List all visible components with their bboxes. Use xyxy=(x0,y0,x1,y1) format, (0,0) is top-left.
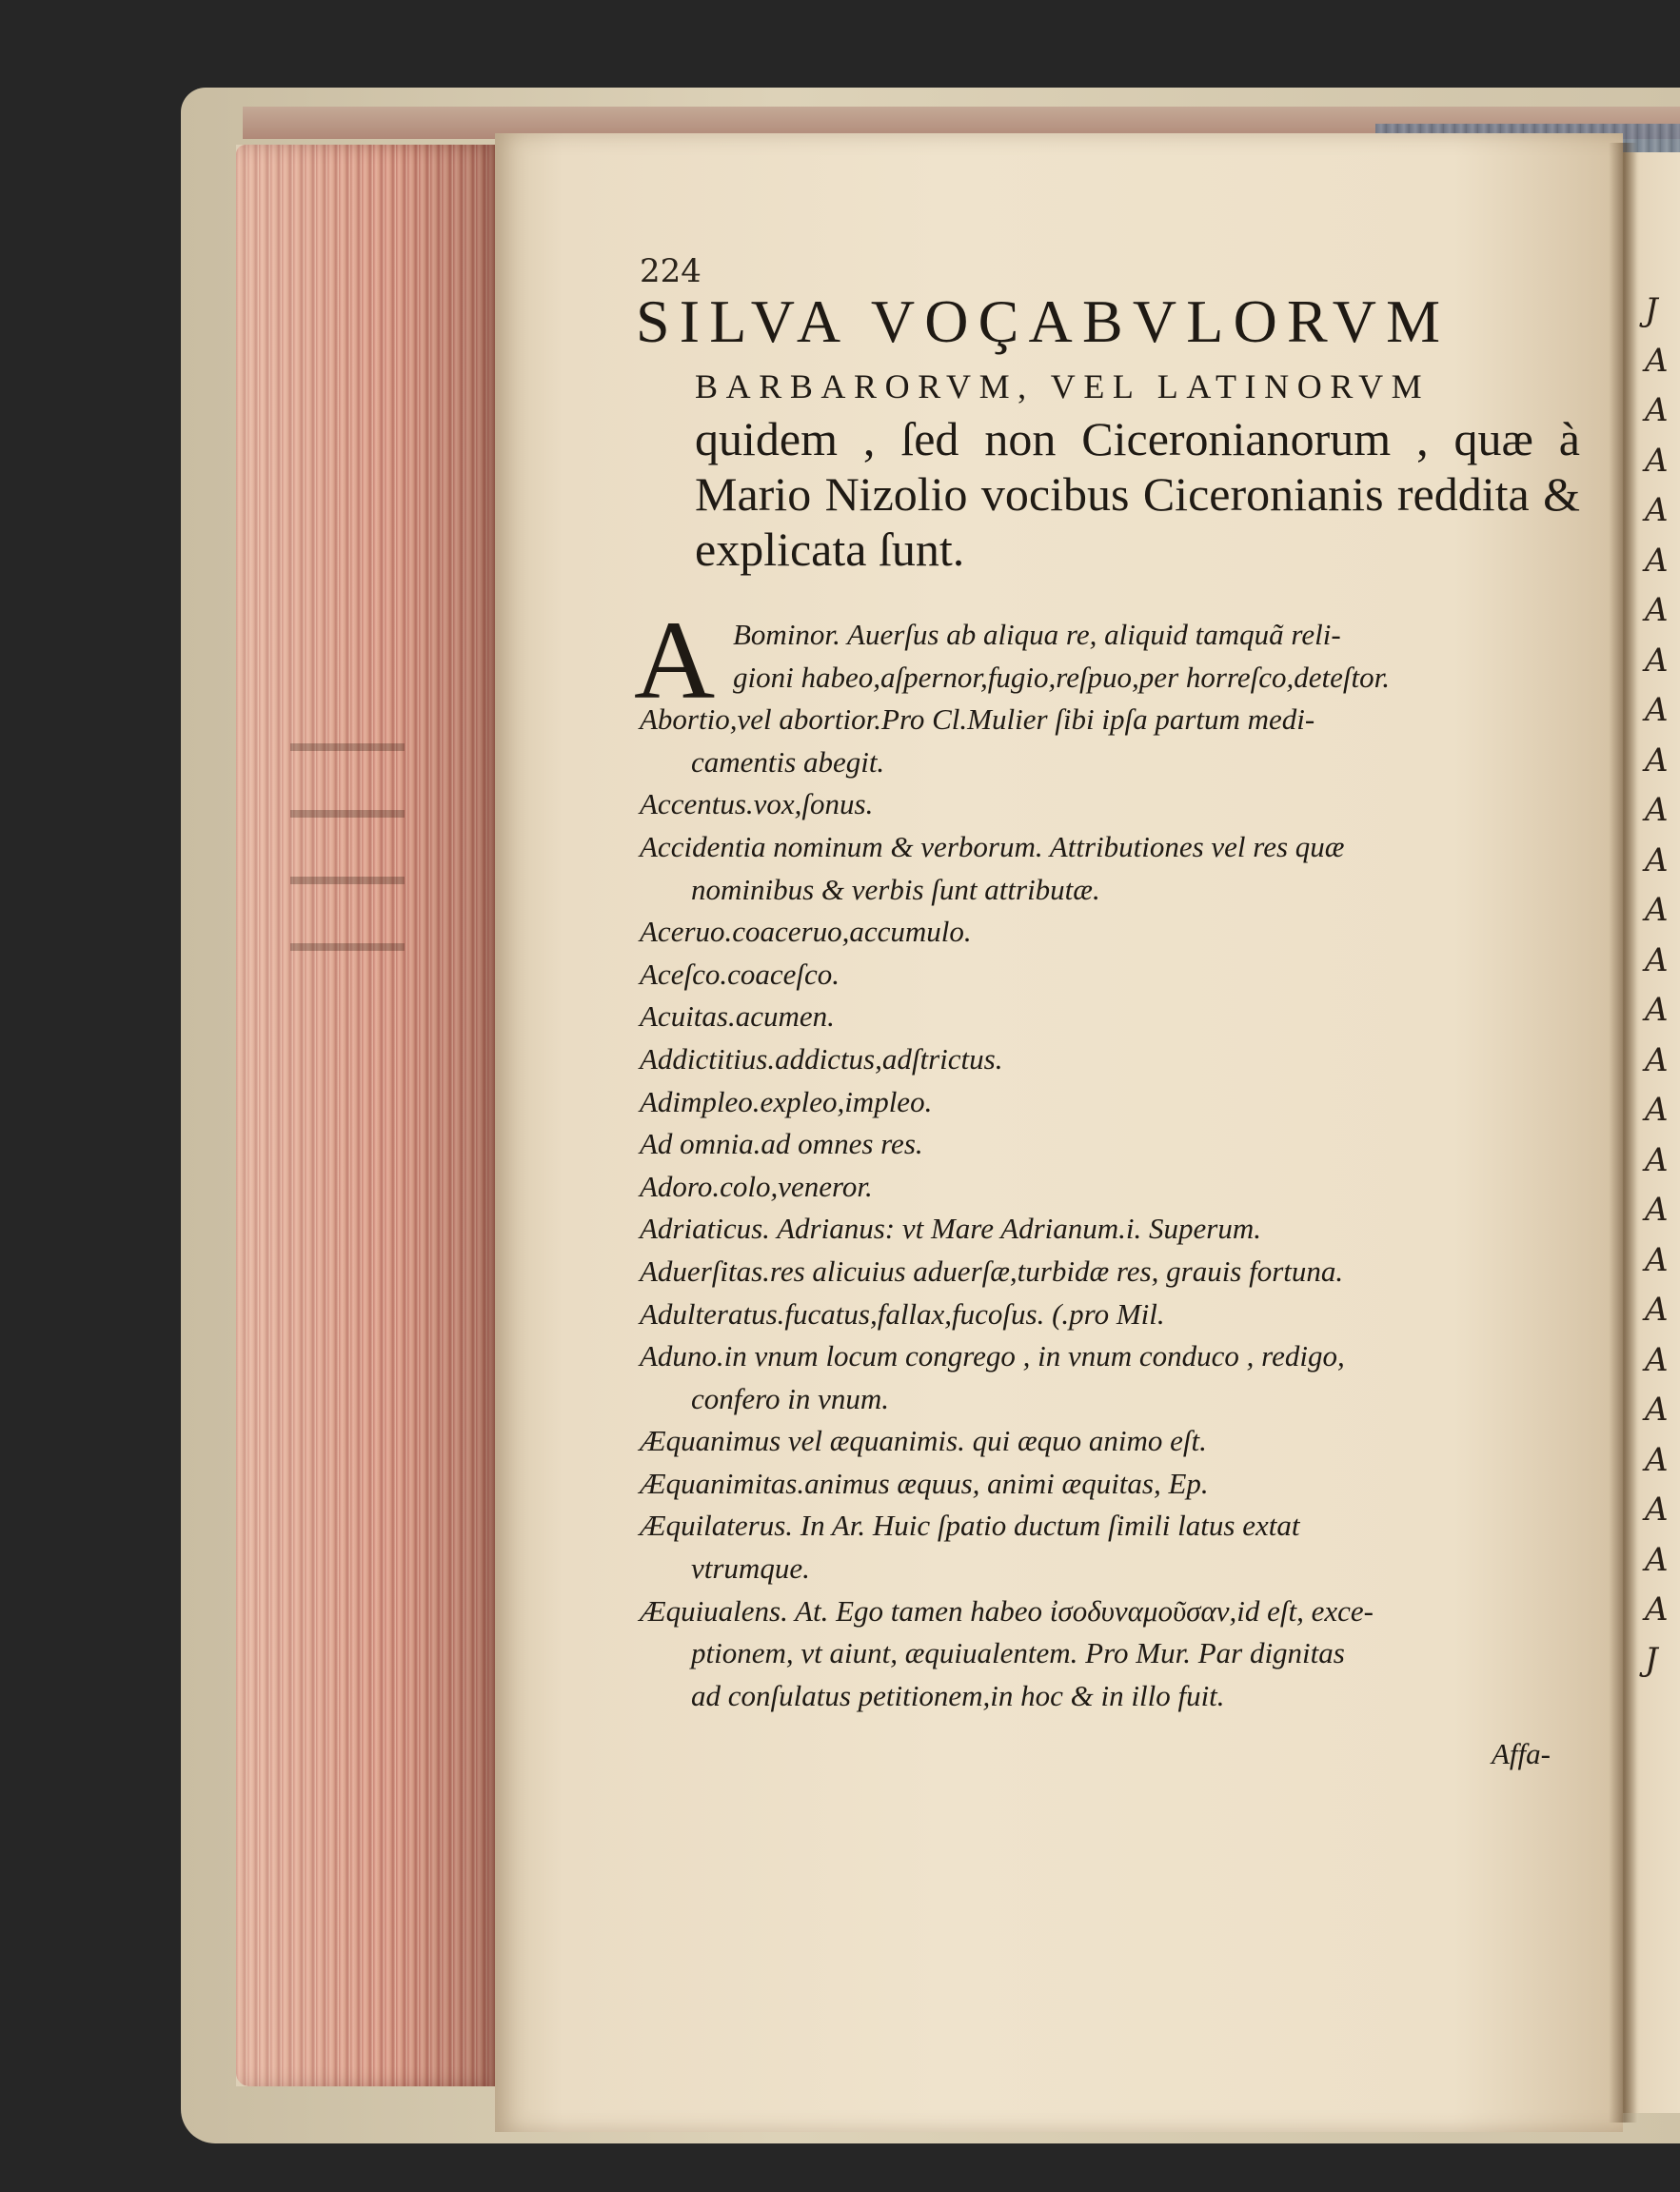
right-page-margin-glyphs xyxy=(1645,286,1680,1761)
right-page-glyph: A xyxy=(1645,991,1669,1029)
right-page-glyph: A xyxy=(1645,1590,1669,1629)
right-page-glyph: A xyxy=(1645,1240,1669,1279)
title-body-line: explicata ſunt. xyxy=(695,523,965,576)
right-page-glyph: A xyxy=(1645,1040,1669,1079)
right-page-glyph: A xyxy=(1645,541,1669,580)
entry-line: gioni habeo,aſpernor,fugio,reſpuo,per horreſco,deteſtor. xyxy=(733,660,1390,694)
right-page-glyph: A xyxy=(1645,1140,1669,1179)
right-page-glyph: A xyxy=(1645,1391,1669,1429)
catchword: Affa- xyxy=(1492,1737,1551,1770)
entry-line: Adimpleo.expleo,impleo. xyxy=(640,1084,933,1118)
gutter-shadow xyxy=(1609,143,1637,2123)
entry-line: Æquanimus vel æquanimis. qui æquo animo eſt. xyxy=(640,1424,1207,1458)
entry-line: Æquanimitas.animus æquus, animi æquitas, Ep. xyxy=(640,1466,1209,1500)
vocabulary-entries xyxy=(634,598,1582,1717)
entry-line: Acuitas.acumen. xyxy=(640,999,835,1034)
right-page-glyph: A xyxy=(1645,891,1669,929)
entry-line: Aceſco.coaceſco. xyxy=(640,957,840,991)
entry-line: ad conſulatus petitionem,in hoc & in illo fuit. xyxy=(691,1678,1225,1712)
entry-line: Ad omnia.ad omnes res. xyxy=(640,1127,923,1161)
entry-line: Accidentia nominum & verborum. Attributiones vel res quæ xyxy=(640,829,1345,863)
right-page-glyph: A xyxy=(1645,341,1669,380)
entry-line: Æquiualens. At. Ego tamen habeo ἰσοδυναμοῦσαν,id eſt, exce- xyxy=(640,1593,1374,1628)
right-page-glyph: A xyxy=(1645,1291,1669,1329)
title-line-1: SILVA VOÇABVLORVM xyxy=(636,287,1451,355)
entry-line: Adriaticus. Adrianus: vt Mare Adrianum.i. Superum. xyxy=(640,1212,1261,1246)
title-body-line: Mario Nizolio vocibus Ciceronianis reddita & xyxy=(695,467,1580,521)
page-number: 224 xyxy=(640,252,702,290)
right-page-glyph: A xyxy=(1645,491,1669,529)
entry-line: Abortio,vel abortior.Pro Cl.Mulier ſibi ipſa partum medi- xyxy=(640,702,1315,737)
right-page-glyph: A xyxy=(1645,840,1669,879)
entry-line: ptionem, vt aiunt, æquiualentem. Pro Mur. Par dignitas xyxy=(691,1636,1345,1670)
page-block-edges xyxy=(236,145,499,2086)
right-page-glyph: A xyxy=(1645,1191,1669,1229)
right-page-glyph: J xyxy=(1645,1640,1658,1679)
entry-line: nominibus & verbis ſunt attributæ. xyxy=(691,872,1100,906)
right-page-glyph: A xyxy=(1645,1340,1669,1379)
title-body-line: quidem , ſed non Ciceronianorum , quæ à xyxy=(695,412,1580,465)
entry-line: Adulteratus.fucatus,fallax,fucoſus. (.pro Mil. xyxy=(640,1296,1165,1331)
right-page-glyph: A xyxy=(1645,591,1669,629)
entry-line: Aceruo.coaceruo,accumulo. xyxy=(640,915,972,949)
entry-line: Aduno.in vnum locum congrego , in vnum conduco , redigo, xyxy=(640,1339,1345,1373)
right-page-glyph: A xyxy=(1645,940,1669,979)
entry-line: Aduerſitas.res alicuius aduerſæ,turbidæ res, grauis fortuna. xyxy=(640,1254,1344,1288)
right-page-glyph: A xyxy=(1645,1491,1669,1529)
entry-line: Æquilaterus. In Ar. Huic ſpatio ductum ſimili latus extat xyxy=(640,1509,1300,1543)
title-body xyxy=(695,411,1580,577)
right-page-glyph: A xyxy=(1645,641,1669,680)
entry-line: vtrumque. xyxy=(691,1551,810,1586)
right-page-glyph: A xyxy=(1645,441,1669,480)
right-page-glyph: A xyxy=(1645,741,1669,780)
title-line-2: BARBARORVM, VEL LATINORVM xyxy=(695,367,1431,405)
right-page-glyph: A xyxy=(1645,791,1669,829)
right-page-glyph: A xyxy=(1645,1091,1669,1129)
drop-cap: A xyxy=(634,598,716,722)
right-page-glyph: J xyxy=(1645,291,1658,329)
right-page-glyph: A xyxy=(1645,1440,1669,1479)
right-page-glyph: A xyxy=(1645,391,1669,429)
entry-line: confero in vnum. xyxy=(691,1381,890,1415)
right-page-glyph: A xyxy=(1645,1540,1669,1579)
entry-line: Accentus.vox,ſonus. xyxy=(640,787,874,821)
entry-line: camentis abegit. xyxy=(691,744,885,779)
entry-line: Bominor. Auerſus ab aliqua re, aliquid tamquã reli- xyxy=(733,618,1341,651)
entry-line: Addictitius.addictus,adſtrictus. xyxy=(640,1041,1003,1076)
page-edge-marks xyxy=(290,709,405,1004)
entry-line: Adoro.colo,veneror. xyxy=(640,1169,873,1203)
right-page-glyph: A xyxy=(1645,691,1669,729)
